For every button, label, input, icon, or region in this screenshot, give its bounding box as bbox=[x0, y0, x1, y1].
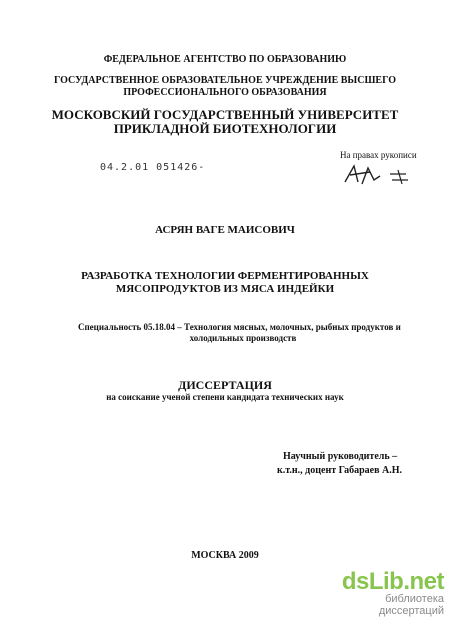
title-line-1: РАЗРАБОТКА ТЕХНОЛОГИИ ФЕРМЕНТИРОВАННЫХ bbox=[81, 270, 369, 282]
watermark bbox=[330, 568, 450, 617]
handwritten-code: 04.2.01 051426- bbox=[100, 162, 206, 173]
specialty bbox=[78, 322, 408, 344]
supervisor-line-1: Научный руководитель – bbox=[283, 451, 398, 462]
title-line-2: МЯСОПРОДУКТОВ ИЗ МЯСА ИНДЕЙКИ bbox=[115, 283, 335, 295]
author-name: АСРЯН ВАГЕ МАИСОВИЧ bbox=[155, 224, 295, 236]
agency-name: ФЕДЕРАЛЬНОЕ АГЕНТСТВО ПО ОБРАЗОВАНИЮ bbox=[103, 54, 347, 65]
document-type: ДИССЕРТАЦИЯ bbox=[178, 378, 272, 392]
dissertation-title bbox=[0, 270, 450, 296]
university-line-2: ПРИКЛАДНОЙ БИОТЕХНОЛОГИИ bbox=[113, 121, 337, 136]
specialty-line-1: Специальность 05.18.04 – Технология мясных, молочных, рыбных продуктов и bbox=[78, 322, 401, 332]
degree-line: на соискание ученой степени кандидата технических наук bbox=[106, 392, 344, 402]
institution-name bbox=[0, 75, 450, 99]
city-year: МОСКВА 2009 bbox=[191, 550, 259, 561]
institution-line-2: ПРОФЕССИОНАЛЬНОГО ОБРАЗОВАНИЯ bbox=[123, 87, 327, 98]
university-name bbox=[0, 108, 450, 136]
watermark-subtitle: библиотека диссертаций bbox=[378, 593, 444, 617]
institution-line-1: ГОСУДАРСТВЕННОЕ ОБРАЗОВАТЕЛЬНОЕ УЧРЕЖДЕНИЕ ВЫСШЕГО bbox=[53, 75, 396, 86]
signature-icon bbox=[340, 160, 420, 190]
supervisor-line-2: к.т.н., доцент Габараев А.Н. bbox=[277, 465, 402, 476]
supervisor bbox=[277, 450, 402, 478]
rights-note: На правах рукописи bbox=[340, 150, 417, 160]
specialty-line-2: холодильных производств bbox=[189, 333, 297, 343]
university-line-1: МОСКОВСКИЙ ГОСУДАРСТВЕННЫЙ УНИВЕРСИТЕТ bbox=[51, 107, 399, 122]
watermark-logo: dsLib.net bbox=[341, 568, 444, 595]
